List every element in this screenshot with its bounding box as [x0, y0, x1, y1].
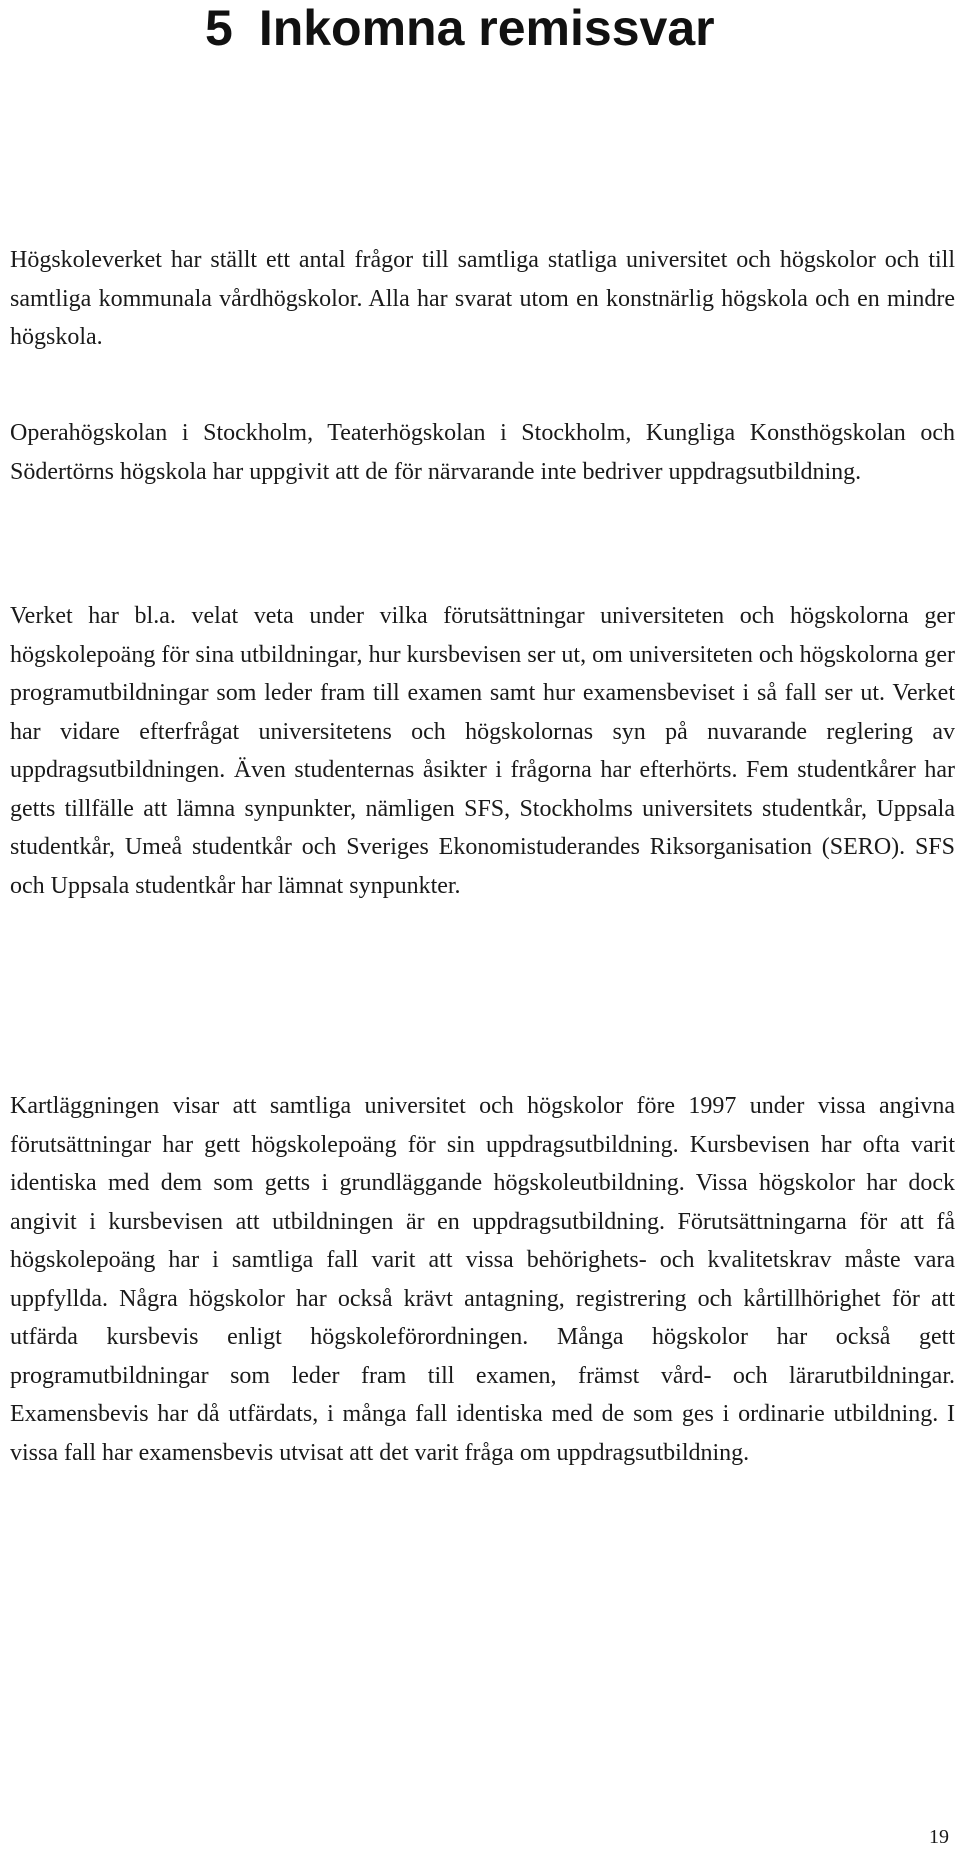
chapter-title: Inkomna remissvar	[258, 0, 715, 56]
paragraph-survey-questions: Verket har bl.a. velat veta under vilka förutsättningar universiteten och högskolorna ger högskolepoäng för sina utbildningar, hur kursbevisen ser ut, om universiteten och högskolorna ger programutbildningar som leder fram till examen samt hur examensbeviset i så fall ser ut. Verket har vidare efterfrågat universitetens och högskolornas syn på nuvarande reglering av uppdragsutbildningen. Även studenternas åsikter i frågorna har efterhörts. Fem studentkårer har getts tillfälle att lämna synpunkter, nämligen SFS, Stockholms universitets studentkår, Uppsala studentkår, Umeå studentkår och Sveriges Ekonomistuderandes Riksorganisation (SERO). SFS och Uppsala studentkår har lämnat synpunkter.	[10, 603, 955, 899]
chapter-heading	[205, 0, 715, 56]
paragraph-schools-without-training: Operahögskolan i Stockholm, Teaterhögskolan i Stockholm, Kungliga Konsthögskolan och Södertörns högskola har uppgivit att de för närvarande inte bedriver uppdragsutbildning.	[10, 420, 955, 485]
paragraph-survey-findings: Kartläggningen visar att samtliga universitet och högskolor före 1997 under vissa angivna förutsättningar har gett högskolepoäng för sin uppdragsutbildning. Kursbevisen har ofta varit identiska med dem som getts i grundläggande högskoleutbildning. Vissa högskolor har dock angivit i kursbevisen att utbildningen är en uppdragsutbildning. Förutsättningarna för att få högskolepoäng har i samtliga fall varit att vissa behörighets- och kvalitetskrav måste vara uppfyllda. Några högskolor har också krävt antagning, registrering och kårtillhörighet för att utfärda kursbevis enligt högskoleförordningen. Många högskolor har också gett programutbildningar som leder fram till examen, främst vård- och lärarutbildningar. Examensbevis har då utfärdats, i många fall identiska med de som ges i ordinarie utbildning. I vissa fall har examensbevis utvisat att det varit fråga om uppdragsutbildning.	[10, 1093, 955, 1466]
page-number: 19	[929, 1826, 949, 1848]
chapter-number: 5	[205, 0, 233, 56]
paragraph-intro: Högskoleverket har ställt ett antal frågor till samtliga statliga universitet och högskolor och till samtliga kommunala vårdhögskolor. Alla har svarat utom en konstnärlig högskola och en mindre högskola.	[10, 247, 955, 350]
